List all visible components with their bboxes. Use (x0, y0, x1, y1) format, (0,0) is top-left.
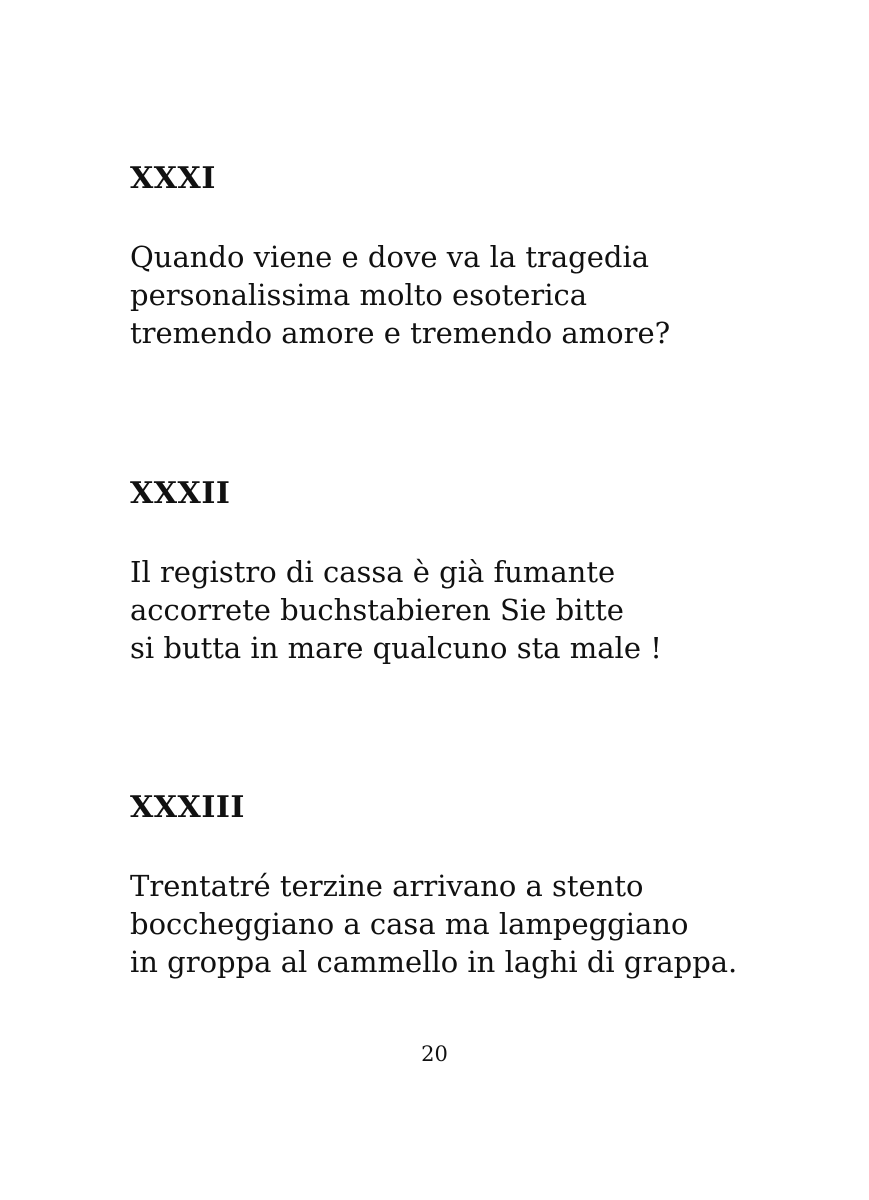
section-heading-xxxii: XXXII (130, 476, 231, 511)
stanza-line: Trentatré terzine arrivano a stento (130, 869, 644, 903)
stanza-xxxii (130, 553, 662, 667)
stanza-line: tremendo amore e tremendo amore? (130, 316, 671, 350)
stanza-line: boccheggiano a casa ma lampeggiano (130, 907, 689, 941)
section-heading-xxxi: XXXI (130, 161, 216, 196)
stanza-xxxiii (130, 867, 737, 981)
stanza-line: personalissima molto esoterica (130, 278, 588, 312)
page-number: 20 (421, 1042, 448, 1066)
stanza-line: in groppa al cammello in laghi di grappa. (130, 945, 738, 979)
section-heading-xxxiii: XXXIII (130, 790, 245, 825)
stanza-line: Il registro di cassa è già fumante (130, 555, 616, 589)
stanza-line: si butta in mare qualcuno sta male ! (130, 631, 662, 665)
stanza-xxxi (130, 238, 670, 352)
stanza-line: accorrete buchstabieren Sie bitte (130, 593, 624, 627)
stanza-line: Quando viene e dove va la tragedia (130, 240, 650, 274)
